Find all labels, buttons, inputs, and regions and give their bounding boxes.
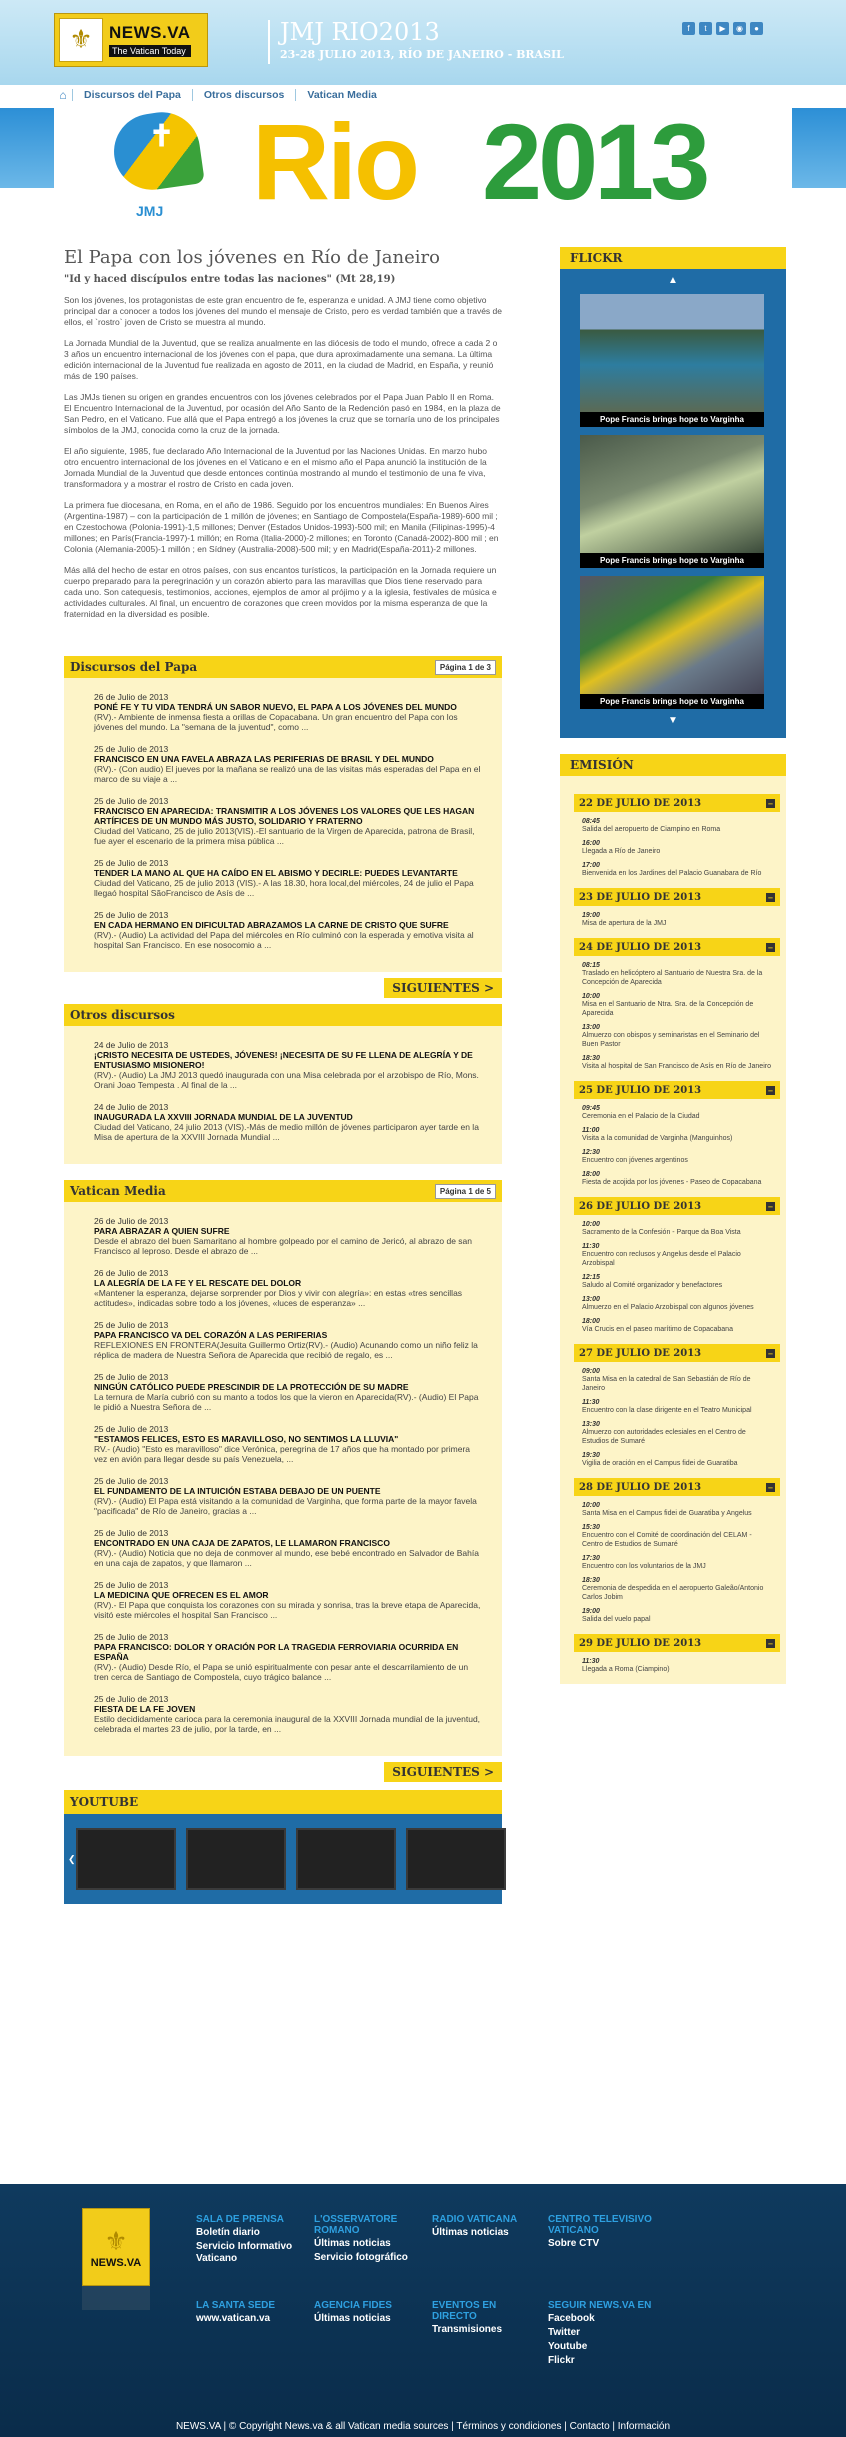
entry-summary: (RV).- (Audio) El Papa está visitando a la comunidad de Varginha, que forma parte de la mayor favela "pacificada" de Río de Janeiro, gracias a ... [94,1496,477,1516]
footer-column-title[interactable]: AGENCIA FIDES [314,2300,392,2311]
footer-column-title[interactable]: L'OSSERVATORE ROMANO [314,2214,398,2236]
schedule-event [574,1024,772,1049]
event-time: 11:00 [582,1127,600,1134]
footer-link[interactable]: Últimas noticias [432,2227,509,2238]
schedule-event [574,1149,772,1165]
schedule-event [574,1608,772,1624]
entry-headline[interactable]: "ESTAMOS FELICES, ESTO ES MARAVILLOSO, NO SENTIMOS LA LLUVIA" [94,1434,399,1444]
footer-column-title[interactable]: EVENTOS EN DIRECTO [432,2300,497,2322]
discursos-section [64,656,502,998]
vatican-media-header [64,1180,502,1202]
twitter-icon[interactable]: t [699,22,712,35]
entry-headline[interactable]: EN CADA HERMANO EN DIFICULTAD ABRAZAMOS LA CARNE DE CRISTO QUE SUFRE [94,920,449,930]
schedule-event [574,1055,772,1071]
article-paragraph: Más allá del hecho de estar en otros países, con sus encantos turísticos, la participación en la Jornada requiere un cuerpo preparado para la peregrinación y un corazón abierto para las maravillas que Dios tiene reservado para cada uno. Son catequesis, testimonios, acciones, ejemplos de amor al prójimo y a la iglesia, festivales de música e actividades culturales. Al final, un encuentro de corazones que creen movidos por la misma esperanza de que la fraternidad en la diversidad es posible. [64,565,497,619]
event-description: Visita a la comunidad de Varginha (Manguinhos) [582,1135,733,1142]
social-links [682,22,763,35]
toggle-icon[interactable]: − [767,1201,774,1211]
toggle-icon[interactable]: − [767,892,774,902]
chevron-up-icon[interactable]: ▲ [668,275,678,286]
home-icon[interactable]: ⌂ [59,88,67,102]
schedule-event [574,1296,772,1312]
entry-headline[interactable]: PAPA FRANCISCO: DOLOR Y ORACIÓN POR LA TRAGEDIA FERROVIARIA OCURRIDA EN ESPAÑA [94,1642,459,1662]
papal-emblem-icon: ⚜ [59,18,103,62]
event-time: 08:45 [582,818,600,825]
siguientes-button[interactable]: SIGUIENTES > [384,978,502,998]
entry-headline[interactable]: ¡CRISTO NECESITA DE USTEDES, JÓVENES! ¡NECESITA DE SU FE LLENA DE ALEGRÍA Y DE ENTUSIASMO MISIONERO! [94,1050,473,1070]
schedule-day-label: 28 DE JULIO DE 2013 [579,1481,702,1493]
entry-date: 25 de Julio de 2013 [94,1372,169,1382]
footer-link[interactable]: Flickr [548,2355,575,2366]
flickr-photo[interactable] [580,294,764,427]
decor-stripe-left [0,108,54,188]
nav-item-otros[interactable]: Otros discursos [192,89,296,101]
photo-image [580,435,764,553]
event-description: Encuentro con el Comité de coordinación del CELAM - Centro de Estudios de Sumaré [582,1532,752,1548]
emision-title: EMISIÓN [560,754,786,776]
footer-column-title[interactable]: SALA DE PRENSA [196,2214,284,2225]
footer-column [548,2300,658,2367]
chevron-right-icon[interactable]: ❯ [505,1853,514,1864]
schedule-event [574,1221,772,1237]
header [0,0,846,85]
entry-summary: Ciudad del Vaticano, 25 de julio 2013(VIS).-El santuario de la Virgen de Aparecida, patrona de Brasil, fue ayer el escenario de la primera misa pública ... [94,826,475,846]
otros-section [64,1004,502,1164]
schedule-day-label: 22 DE JULIO DE 2013 [579,797,702,809]
schedule-event [574,1318,772,1334]
event-time: 08:15 [582,962,600,969]
footer-column [196,2300,306,2325]
event-time: 10:00 [582,1502,600,1509]
footer-column [432,2300,542,2336]
emision-schedule [560,776,786,1684]
sidebar [560,247,786,1684]
event-description: Encuentro con la clase dirigente en el Teatro Municipal [582,1407,752,1414]
event-description: Vigilia de oración en el Campus fidei de Guaratiba [582,1460,738,1467]
list-item [94,1216,482,1256]
emision-section [560,754,786,1684]
footer [0,2184,846,2437]
flickr-gallery [560,269,786,738]
entry-headline[interactable]: ENCONTRADO EN UNA CAJA DE ZAPATOS, LE LLAMARON FRANCISCO [94,1538,390,1548]
entry-headline[interactable]: PAPA FRANCISCO VA DEL CORAZÓN A LAS PERIFERIAS [94,1330,328,1340]
event-time: 12:30 [582,1149,600,1156]
event-description: Santa Misa en la catedral de San Sebastián de Río de Janeiro [582,1376,751,1392]
otros-title: Otros discursos [70,1008,175,1022]
decor-stripe-right [792,108,846,188]
schedule-event [574,840,772,856]
article-paragraph: Las JMJs tienen su origen en grandes encuentros con los jóvenes celebrados por el Papa Juan Pablo II en Roma. El Encuentro Internacional de la Juventud, por ocasión del Año Santo de la Redención pasó en 1984, en la plaza de San Pedro, en el Vaticano. Fue allá que el Papa entregó a los jóvenes la cruz que se tornaría uno de los principales símbolos de la JMJ, conocida como la cruz de la jornada. [64,392,501,435]
event-time: 11:30 [582,1658,600,1665]
entry-headline[interactable]: LA ALEGRÍA DE LA FE Y EL RESCATE DEL DOLOR [94,1278,302,1288]
news-va-logo[interactable] [54,13,208,67]
entry-date: 25 de Julio de 2013 [94,1580,169,1590]
footer-link[interactable]: Servicio Informativo Vaticano [196,2241,293,2264]
event-description: Ceremonia de despedida en el aeropuerto Galeão/Antonio Carlos Jobim [582,1585,764,1601]
papal-emblem-icon: ⚜ [104,2225,128,2256]
footer-link[interactable]: Boletín diario [196,2227,260,2238]
list-item [94,1372,482,1412]
event-description: Ceremonia en el Palacio de la Ciudad [582,1113,700,1120]
list-item [94,910,482,950]
footer-link[interactable]: Servicio fotográfico [314,2252,408,2263]
logo-name: NEWS.VA [109,23,191,42]
list-item [94,1528,482,1568]
event-time: 18:30 [582,1055,600,1062]
entry-headline[interactable]: TENDER LA MANO AL QUE HA CAÍDO EN EL ABISMO Y DECIRLE: PUEDES LEVANTARTE [94,868,458,878]
entry-summary: La ternura de María cubrió con su manto a todos los que la vieron en Aparecida(RV).- (Audio) El Papa le pidió a Nuestra Señora de ... [94,1392,479,1412]
article-paragraph: La Jornada Mundial de la Juventud, que se realiza anualmente en las diócesis de todo el mundo, ofrece a cada 2 o 3 años un encuentro internacional de los jóvenes con el papa, que dura aproximadamente una semana. La última edición internacional de la Juventud fue realizada en agosto de 2011, en la ciudad de Madrid, en España, y reunió más de 190 países. [64,338,498,381]
page-title: El Papa con los jóvenes en Río de Janeiro [64,247,440,268]
event-time: 18:00 [582,1318,600,1325]
event-time: 10:00 [582,1221,600,1228]
youtube-carousel [64,1814,514,1904]
entry-summary: Ciudad del Vaticano, 24 julio 2013 (VIS).-Más de medio millón de jóvenes participaron ayer tarde en la Misa de apertura de la XXVIII Jornada Mundial ... [94,1122,479,1142]
toggle-icon[interactable]: − [767,1085,774,1095]
discursos-pagination: Página 1 de 3 [435,660,496,675]
photo-image [580,294,764,412]
entry-summary: Desde el abrazo del buen Samaritano al hombre golpeado por el camino de Jericó, al abrazo de san Francisco al leproso. Desde el abrazo de ... [94,1236,473,1256]
event-description: Salida del aeropuerto de Ciampino en Roma [582,826,721,833]
schedule-day-label: 25 DE JULIO DE 2013 [579,1084,702,1096]
event-time: 13:00 [582,1024,600,1031]
event-time: 09:00 [582,1368,600,1375]
schedule-day-header[interactable] [574,888,780,906]
footer-logo-name: NEWS.VA [90,2256,142,2269]
footer-column [432,2214,542,2239]
entry-date: 25 de Julio de 2013 [94,1694,169,1704]
footer-link[interactable]: Últimas noticias [314,2238,391,2249]
list-item [94,1268,482,1308]
entry-summary: (RV).- (Audio) Desde Río, el Papa se unió espiritualmente con pesar ante el descarrilamiento de un tren cerca de Santiago de Compostela, cuyo trágico balance ... [94,1662,469,1682]
schedule-event [574,862,772,878]
entry-date: 24 de Julio de 2013 [94,1040,169,1050]
chevron-down-icon[interactable]: ▼ [668,715,678,726]
flickr-photo[interactable] [580,576,764,709]
schedule-event [574,1658,772,1674]
list-item [94,1424,482,1464]
entry-date: 25 de Julio de 2013 [94,744,169,754]
vatican-media-title: Vatican Media [70,1184,166,1198]
footer-column-title[interactable]: RADIO VATICANA [432,2214,518,2225]
footer-link[interactable]: Últimas noticias [314,2313,391,2324]
entry-date: 25 de Julio de 2013 [94,910,169,920]
event-description: Almuerzo en el Palacio Arzobispal con algunos jóvenes [582,1304,754,1311]
vatican-media-pagination: Página 1 de 5 [435,1184,496,1199]
schedule-event [574,1368,772,1393]
footer-copyright[interactable]: NEWS.VA | © Copyright News.va & all Vatican media sources | Términos y condiciones | Contacto | Información [175,2421,671,2432]
article-paragraph: La primera fue diocesana, en Roma, en el año de 1986. Seguido por los encuentros mundiales: En Buenos Aires (Argentina-1987) – con la participación de 1 millón de jóvenes; en Santiago de Compostela(España-1989)-600 mil ; en Czestochowa (Polonia-1991)-1,5 millones; Denver (Estados Unidos-1993)-500 mil; en Manila (Filipinas-1995)-4 millones; en París(Francia-1997)-1 millón; en Roma (Italia-2000)-2 millones; en Toronto (Canadá-2002)-800 mil ; en Colonia (Alemania-2005)-1 millón ; en Sídney (Australia-2008)-500 mil; y en Madrid(España-2011)-2 millones. [64,500,499,554]
event-time: 12:15 [582,1274,600,1281]
event-time: 11:30 [582,1243,600,1250]
event-time: 16:00 [582,840,600,847]
entry-summary: «Mantener la esperanza, dejarse sorprender por Dios y vivir con alegría»: en estas «tres sencillas actitudes», indicadas sobre todo a los jóvenes, «luces de esperanza» ... [94,1288,463,1308]
photo-caption: Pope Francis brings hope to Varginha [580,694,764,709]
footer-column [314,2214,424,2264]
schedule-event [574,962,772,987]
entry-date: 25 de Julio de 2013 [94,1528,169,1538]
event-time: 11:30 [582,1399,600,1406]
entry-date: 25 de Julio de 2013 [94,1320,169,1330]
entry-date: 24 de Julio de 2013 [94,1102,169,1112]
event-time: 17:30 [582,1555,600,1562]
entry-headline[interactable]: FRANCISCO EN APARECIDA: TRANSMITIR A LOS JÓVENES LOS VALORES QUE LES HAGAN ARTÍFICES DE UN MUNDO MÁS JUSTO, SOLIDARIO Y FRATERNO [94,806,475,826]
rss-icon[interactable]: ◉ [733,22,746,35]
event-time: 19:00 [582,1608,600,1615]
footer-column-title[interactable]: LA SANTA SEDE [196,2300,276,2311]
schedule-event [574,1555,772,1571]
youtube-title: YOUTUBE [64,1790,502,1814]
list-item [94,1320,482,1360]
entry-summary: (RV).- Ambiente de inmensa fiesta a orillas de Copacabana. Un gran encuentro del Papa con los jóvenes del mundo. La "semana de la juventud", como ... [94,712,458,732]
toggle-icon[interactable]: − [767,942,774,952]
discursos-more [64,978,502,998]
entry-headline[interactable]: EL FUNDAMENTO DE LA INTUICIÓN ESTABA DEBAJO DE UN PUENTE [94,1486,381,1496]
entry-date: 26 de Julio de 2013 [94,1216,169,1226]
toggle-icon[interactable]: − [767,798,774,808]
list-item [94,1102,482,1142]
entry-headline[interactable]: PONÉ FE Y TU VIDA TENDRÁ UN SABOR NUEVO, EL PAPA A LOS JÓVENES DEL MUNDO [94,702,457,712]
siguientes-button[interactable]: SIGUIENTES > [384,1762,502,1782]
schedule-day-label: 23 DE JULIO DE 2013 [579,891,702,903]
footer-link[interactable]: Facebook [548,2313,595,2324]
footer-logo[interactable] [82,2208,150,2286]
schedule-event [574,993,772,1018]
toggle-icon[interactable]: − [767,1638,774,1648]
video-thumbnail[interactable] [76,1828,176,1890]
footer-link[interactable]: Twitter [548,2327,581,2338]
footer-link[interactable]: Transmisiones [432,2324,503,2335]
youtube-section [64,1790,514,1904]
banner-year: 2013 [482,101,707,222]
facebook-icon[interactable]: f [682,22,695,35]
entry-summary: Ciudad del Vaticano, 25 de julio 2013 (VIS).- A las 18.30, hora local,del miércoles, 24 de julio el Papa llegaó hospital SãoFrancisco de Asís de ... [94,878,474,898]
event-time: 13:00 [582,1296,600,1303]
footer-link[interactable]: Youtube [548,2341,588,2352]
event-time: 09:45 [582,1105,600,1112]
flickr-photo[interactable] [580,435,764,568]
event-description: Misa de apertura de la JMJ [582,920,667,927]
nav-item-discursos[interactable]: Discursos del Papa [72,89,192,101]
video-thumbnail[interactable] [406,1828,506,1890]
event-description: Sacramento de la Confesión - Parque da Boa Vista [582,1229,741,1236]
event-description: Santa Misa en el Campus fidei de Guaratiba y Angelus [582,1510,752,1517]
event-time: 18:00 [582,1171,600,1178]
schedule-day-label: 29 DE JULIO DE 2013 [579,1637,702,1649]
video-thumbnail[interactable] [186,1828,286,1890]
schedule-day-label: 24 DE JULIO DE 2013 [579,941,702,953]
main-column [64,247,514,1904]
entry-date: 25 de Julio de 2013 [94,858,169,868]
entry-date: 26 de Julio de 2013 [94,1268,169,1278]
photo-image [580,576,764,694]
entry-headline[interactable]: PARA ABRAZAR A QUIEN SUFRE [94,1226,230,1236]
event-description: Vía Crucis en el paseo marítimo de Copacabana [582,1326,733,1333]
list-item [94,1476,482,1516]
jmj-label: JMJ [136,203,164,219]
toggle-icon[interactable]: − [767,1348,774,1358]
footer-column [314,2300,424,2325]
cross-icon: ✝ [149,120,175,153]
schedule-event [574,1171,772,1187]
footer-column [548,2214,658,2250]
schedule-day-header[interactable] [574,1344,780,1362]
article-quote: "Id y haced discípulos entre todas las naciones" (Mt 28,19) [64,274,396,285]
event-description: Misa en el Santuario de Ntra. Sra. de la Concepción de Aparecida [582,1001,754,1017]
list-item [94,692,482,732]
schedule-event [574,1127,772,1143]
entry-summary: Estilo decididamente carioca para la ceremonia inaugural de la XXVIII Jornada mundial de la juventud, celebrada el martes 23 de julio, por la tarde, en ... [94,1714,481,1734]
event-time: 19:00 [582,912,600,919]
footer-logo-reflection [82,2286,150,2310]
flickr-icon[interactable]: ● [750,22,763,35]
event-time: 17:00 [582,862,600,869]
schedule-event [574,912,772,928]
entry-headline[interactable]: LA MEDICINA QUE OFRECEN ES EL AMOR [94,1590,269,1600]
event-title: JMJ RIO2013 [280,18,440,46]
event-description: Llegada a Roma (Ciampino) [582,1666,670,1673]
entry-date: 25 de Julio de 2013 [94,1476,169,1486]
vatican-media-list [64,1202,502,1756]
footer-column [196,2214,306,2265]
entry-date: 25 de Julio de 2013 [94,1632,169,1642]
schedule-event [574,818,772,834]
list-item [94,1694,482,1734]
schedule-day-header[interactable] [574,1634,780,1652]
logo-tagline: The Vatican Today [109,45,191,57]
header-separator [268,20,270,64]
entry-headline[interactable]: FRANCISCO EN UNA FAVELA ABRAZA LAS PERIFERIAS DE BRASIL Y DEL MUNDO [94,754,434,764]
schedule-event [574,1274,772,1290]
schedule-day-header[interactable] [574,1478,780,1496]
article-paragraph: El año siguiente, 1985, fue declarado Año Internacional de la Juventud por las Naciones Unidas. En marzo hubo otro encuentro internacional de los jóvenes en el Vaticano e en el mismo año el Papa anunció la institución de la Jornada Mundial de la Juventud que desde entonces continúa mostrando al mundo el testimonio de una fe viva, transformadora y a mostrar el rostro de Cristo en cada joven. [64,446,487,489]
entry-summary: RV.- (Audio) "Esto es maravilloso" dice Verónica, peregrina de 17 años que ha montado por primera vez en avión para llegar desde su país Venezuela, ... [94,1444,470,1464]
schedule-day-header[interactable] [574,1197,780,1215]
entry-summary: (RV).- (Con audio) El jueves por la mañana se realizó una de las visitas más esperadas del Papa en el marco de su viaje a ... [94,764,481,784]
event-description: Bienvenida en los Jardines del Palacio Guanabara de Río [582,870,762,877]
event-time: 15:30 [582,1524,600,1531]
event-time: 19:30 [582,1452,600,1459]
schedule-day-header[interactable] [574,794,780,812]
discursos-title: Discursos del Papa [70,660,198,674]
toggle-icon[interactable]: − [767,1482,774,1492]
event-time: 10:00 [582,993,600,1000]
photo-caption: Pope Francis brings hope to Varginha [580,412,764,427]
photo-caption: Pope Francis brings hope to Varginha [580,553,764,568]
schedule-event [574,1524,772,1549]
entry-headline[interactable]: NINGÚN CATÓLICO PUEDE PRESCINDIR DE LA PROTECCIÓN DE SU MADRE [94,1382,409,1392]
flickr-title: FLICKR [560,247,786,269]
footer-link[interactable]: Sobre CTV [548,2238,600,2249]
event-time: 13:30 [582,1421,600,1428]
footer-link[interactable]: www.vatican.va [196,2313,271,2324]
event-description: Visita al hospital de San Francisco de Asís en Río de Janeiro [582,1063,771,1070]
event-description: Llegada a Río de Janeiro [582,848,661,855]
schedule-day-header[interactable] [574,938,780,956]
chevron-left-icon[interactable]: ❮ [68,1853,76,1864]
article-paragraph: Son los jóvenes, los protagonistas de este gran encuentro de fe, esperanza e unidad. A JMJ tiene como objetivo principal dar a conocer a todos los jóvenes del mundo el mensaje de Cristo, pero es verdad también que a través de ellos, el `rostro` joven de Cristo se muestra al mundo. [64,295,503,327]
event-description: Encuentro con jóvenes argentinos [582,1157,688,1164]
rio2013-banner [54,101,792,225]
entry-date: 26 de Julio de 2013 [94,692,169,702]
entry-date: 25 de Julio de 2013 [94,1424,169,1434]
event-subtitle: 23-28 JULIO 2013, RÍO DE JANEIRO - BRASIL [280,48,564,61]
otros-list [64,1026,502,1164]
list-item [94,796,482,846]
schedule-event [574,1243,772,1268]
footer-column-title[interactable]: CENTRO TELEVISIVO VATICANO [548,2214,652,2236]
vatican-media-section [64,1180,502,1782]
schedule-event [574,1452,772,1468]
banner-rio: Rio [252,101,417,222]
vatican-media-more [64,1762,502,1782]
event-description: Salida del vuelo papal [582,1616,651,1623]
schedule-event [574,1399,772,1415]
schedule-event [574,1577,772,1602]
list-item [94,1580,482,1620]
entry-summary: (RV).- El Papa que conquista los corazones con su mirada y sonrisa, tras la breve etapa de Aparecida, visitó este miércoles el hospital San Francisco ... [94,1600,481,1620]
event-description: Traslado en helicóptero al Santuario de Nuestra Sra. de la Concepción de Aparecida [582,970,763,986]
entry-summary: (RV).- (Audio) Noticia que no deja de conmover al mundo, ese bebé encontrado en Salvador de Bahía en una caja de zapatos, y que llamaron ... [94,1548,479,1568]
footer-column-title[interactable]: SEGUIR NEWS.VA EN [548,2300,652,2311]
event-description: Saludo al Comité organizador y benefactores [582,1282,723,1289]
event-description: Encuentro con reclusos y Angelus desde el Palacio Arzobispal [582,1251,741,1267]
entry-date: 25 de Julio de 2013 [94,796,169,806]
schedule-day-label: 26 DE JULIO DE 2013 [579,1200,702,1212]
event-description: Encuentro con los voluntarios de la JMJ [582,1563,706,1570]
video-thumbnail[interactable] [296,1828,396,1890]
schedule-event [574,1421,772,1446]
youtube-icon[interactable]: ▶ [716,22,729,35]
entry-summary: (RV).- (Audio) La actividad del Papa del miércoles en Río culminó con la esperada y emotiva visita al hospital San Francisco. En ese nosocomio a ... [94,930,474,950]
list-item [94,858,482,898]
schedule-day-header[interactable] [574,1081,780,1099]
list-item [94,1632,482,1682]
discursos-header [64,656,502,678]
event-description: Fiesta de acojida por los jóvenes - Paseo de Copacabana [582,1179,762,1186]
entry-summary: REFLEXIONES EN FRONTERA(Jesuita Guillermo Ortiz(RV).- (Audio) Acunando como un niño feliz la réplica de madera de Nuestra Señora de Aparecida que recibió de regalo, es ... [94,1340,478,1360]
event-description: Almuerzo con autoridades eclesiales en el Centro de Estudios de Sumaré [582,1429,746,1445]
nav-item-vatican-media[interactable]: Vatican Media [295,89,387,101]
list-item [94,1040,482,1090]
schedule-event [574,1502,772,1518]
entry-headline[interactable]: FIESTA DE LA FE JOVEN [94,1704,196,1714]
discursos-list [64,678,502,972]
otros-header [64,1004,502,1026]
event-description: Almuerzo con obispos y seminaristas en el Seminario del Buen Pastor [582,1032,760,1048]
event-time: 18:30 [582,1577,600,1584]
entry-headline[interactable]: INAUGURADA LA XXVIII JORNADA MUNDIAL DE LA JUVENTUD [94,1112,353,1122]
list-item [94,744,482,784]
schedule-day-label: 27 DE JULIO DE 2013 [579,1347,702,1359]
entry-summary: (RV).- (Audio) La JMJ 2013 quedó inaugurada con una Misa celebrada por el arzobispo de Río, Mons. Orani Joao Tempesta . Al final de la ... [94,1070,479,1090]
schedule-event [574,1105,772,1121]
